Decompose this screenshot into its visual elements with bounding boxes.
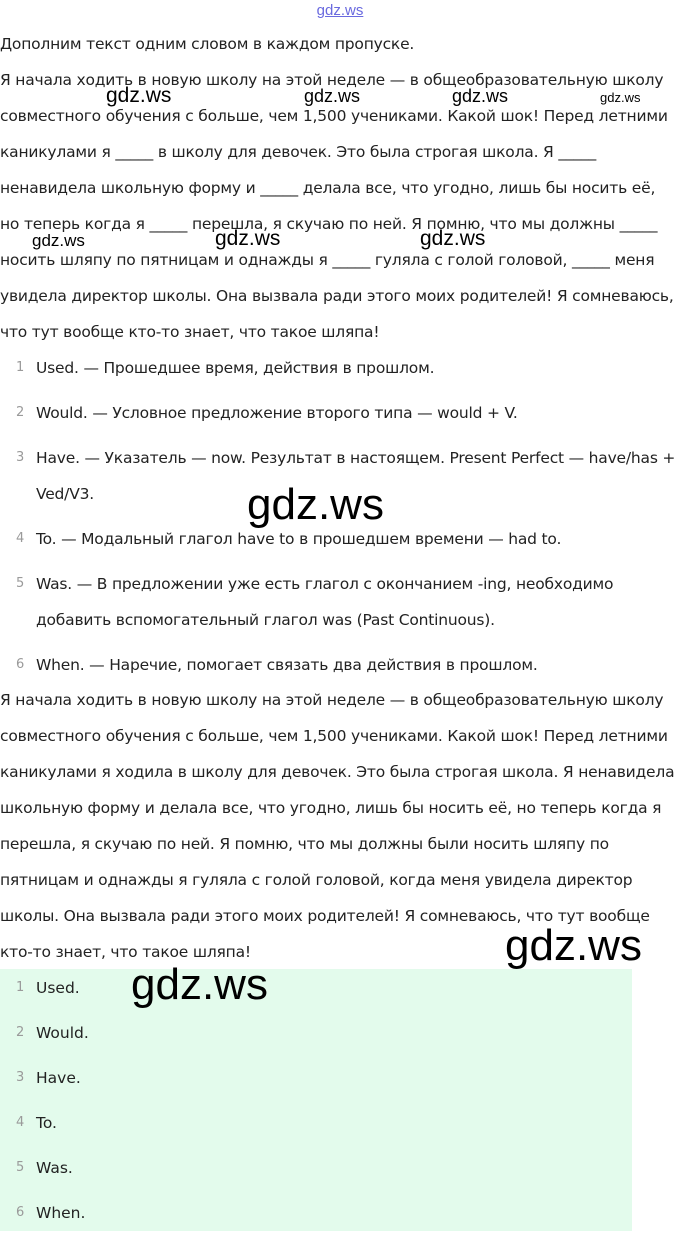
answer-text: When. [36,1204,86,1222]
item-number: 4 [16,531,25,546]
item-number: 1 [16,980,25,995]
item-number: 6 [16,1205,25,1220]
explanation-item [0,350,676,386]
watermark: gdz.ws [131,960,268,1009]
item-number: 3 [16,450,25,465]
item-number: 5 [16,576,25,591]
item-number: 4 [16,1115,25,1130]
watermark: gdz.ws [420,227,486,250]
answer-panel [0,969,632,1231]
item-number: 1 [16,360,25,375]
answer-text: Would. [36,1024,89,1042]
watermark: gdz.ws [247,480,384,529]
watermark: gdz.ws [304,86,361,106]
answer-item [0,970,89,1015]
answer-text: Was. [36,1159,73,1177]
explanation-text: Used. — Прошедшее время, действия в прошлом. [36,359,435,377]
watermark: gdz.ws [452,86,509,106]
passage-with-gaps: Я начала ходить в новую школу на этой неделе — в общеобразовательную школу совместного обучения с больше, чем 1,500 учениками. Какой шок! Перед летними каникулами я _____ в школу для девочек. Это была строгая школа. Я _____ ненавидела школьную форму и _____ делала все, что угодно, лишь бы носить её, но теперь когда я _____ перешла, я скучаю по ней. Я помню, что мы должны _____ носить шляпу по пятницам и однажды я _____ гуляла с голой головой, _____ меня увидела директор школы. Она вызвала ради этого моих родителей! Я сомневаюсь, что тут вообще кто-то знает, что такое шляпа! [0,71,674,341]
explanation-text: When. — Наречие, помогает связать два действия в прошлом. [36,656,538,674]
answer-item [0,1195,89,1240]
watermark: gdz.ws [600,90,641,105]
answer-text: Have. [36,1069,81,1087]
answer-item [0,1150,89,1195]
explanation-text: To. — Модальный глагол have to в прошедшем времени — had to. [36,530,562,548]
explanation-item [0,566,676,638]
answer-text: Used. [36,979,80,997]
item-number: 3 [16,1070,25,1085]
explanation-item [0,395,676,431]
explanation-text: Would. — Условное предложение второго типа — would + V. [36,404,518,422]
item-number: 2 [16,405,25,420]
item-number: 5 [16,1160,25,1175]
item-number: 2 [16,1025,25,1040]
answer-list [0,970,89,1240]
watermark: gdz.ws [32,231,85,250]
watermark: gdz.ws [215,227,281,250]
explanation-item [0,647,676,683]
answer-text: To. [36,1114,57,1132]
answer-item [0,1060,89,1105]
site-link[interactable]: gdz.ws [316,2,364,19]
watermark: gdz.ws [106,84,172,107]
instruction-text: Дополним текст одним словом в каждом пропуске. [0,35,415,53]
answer-item [0,1105,89,1150]
answer-item [0,1015,89,1060]
explanation-text: Have. — Указатель — now. Результат в настоящем. Present Perfect — have/has + Ved/V3. [36,449,676,503]
watermark: gdz.ws [505,921,642,970]
passage-filled: Я начала ходить в новую школу на этой неделе — в общеобразовательную школу совместного обучения с больше, чем 1,500 учениками. Какой шок! Перед летними каникулами я ходила в школу для девочек. Это была строгая школа. Я ненавидела школьную форму и делала все, что угодно, лишь бы носить её, но теперь когда я перешла, я скучаю по ней. Я помню, что мы должны были носить шляпу по пятницам и однажды я гуляла с голой головой, когда меня увидела директор школы. Она вызвала ради этого моих родителей! Я сомневаюсь, что тут вообще кто-то знает, что такое шляпа! [0,691,675,961]
explanation-text: Was. — В предложении уже есть глагол с окончанием -ing, необходимо добавить вспомогательный глагол was (Past Continuous). [36,575,614,629]
item-number: 6 [16,657,25,672]
